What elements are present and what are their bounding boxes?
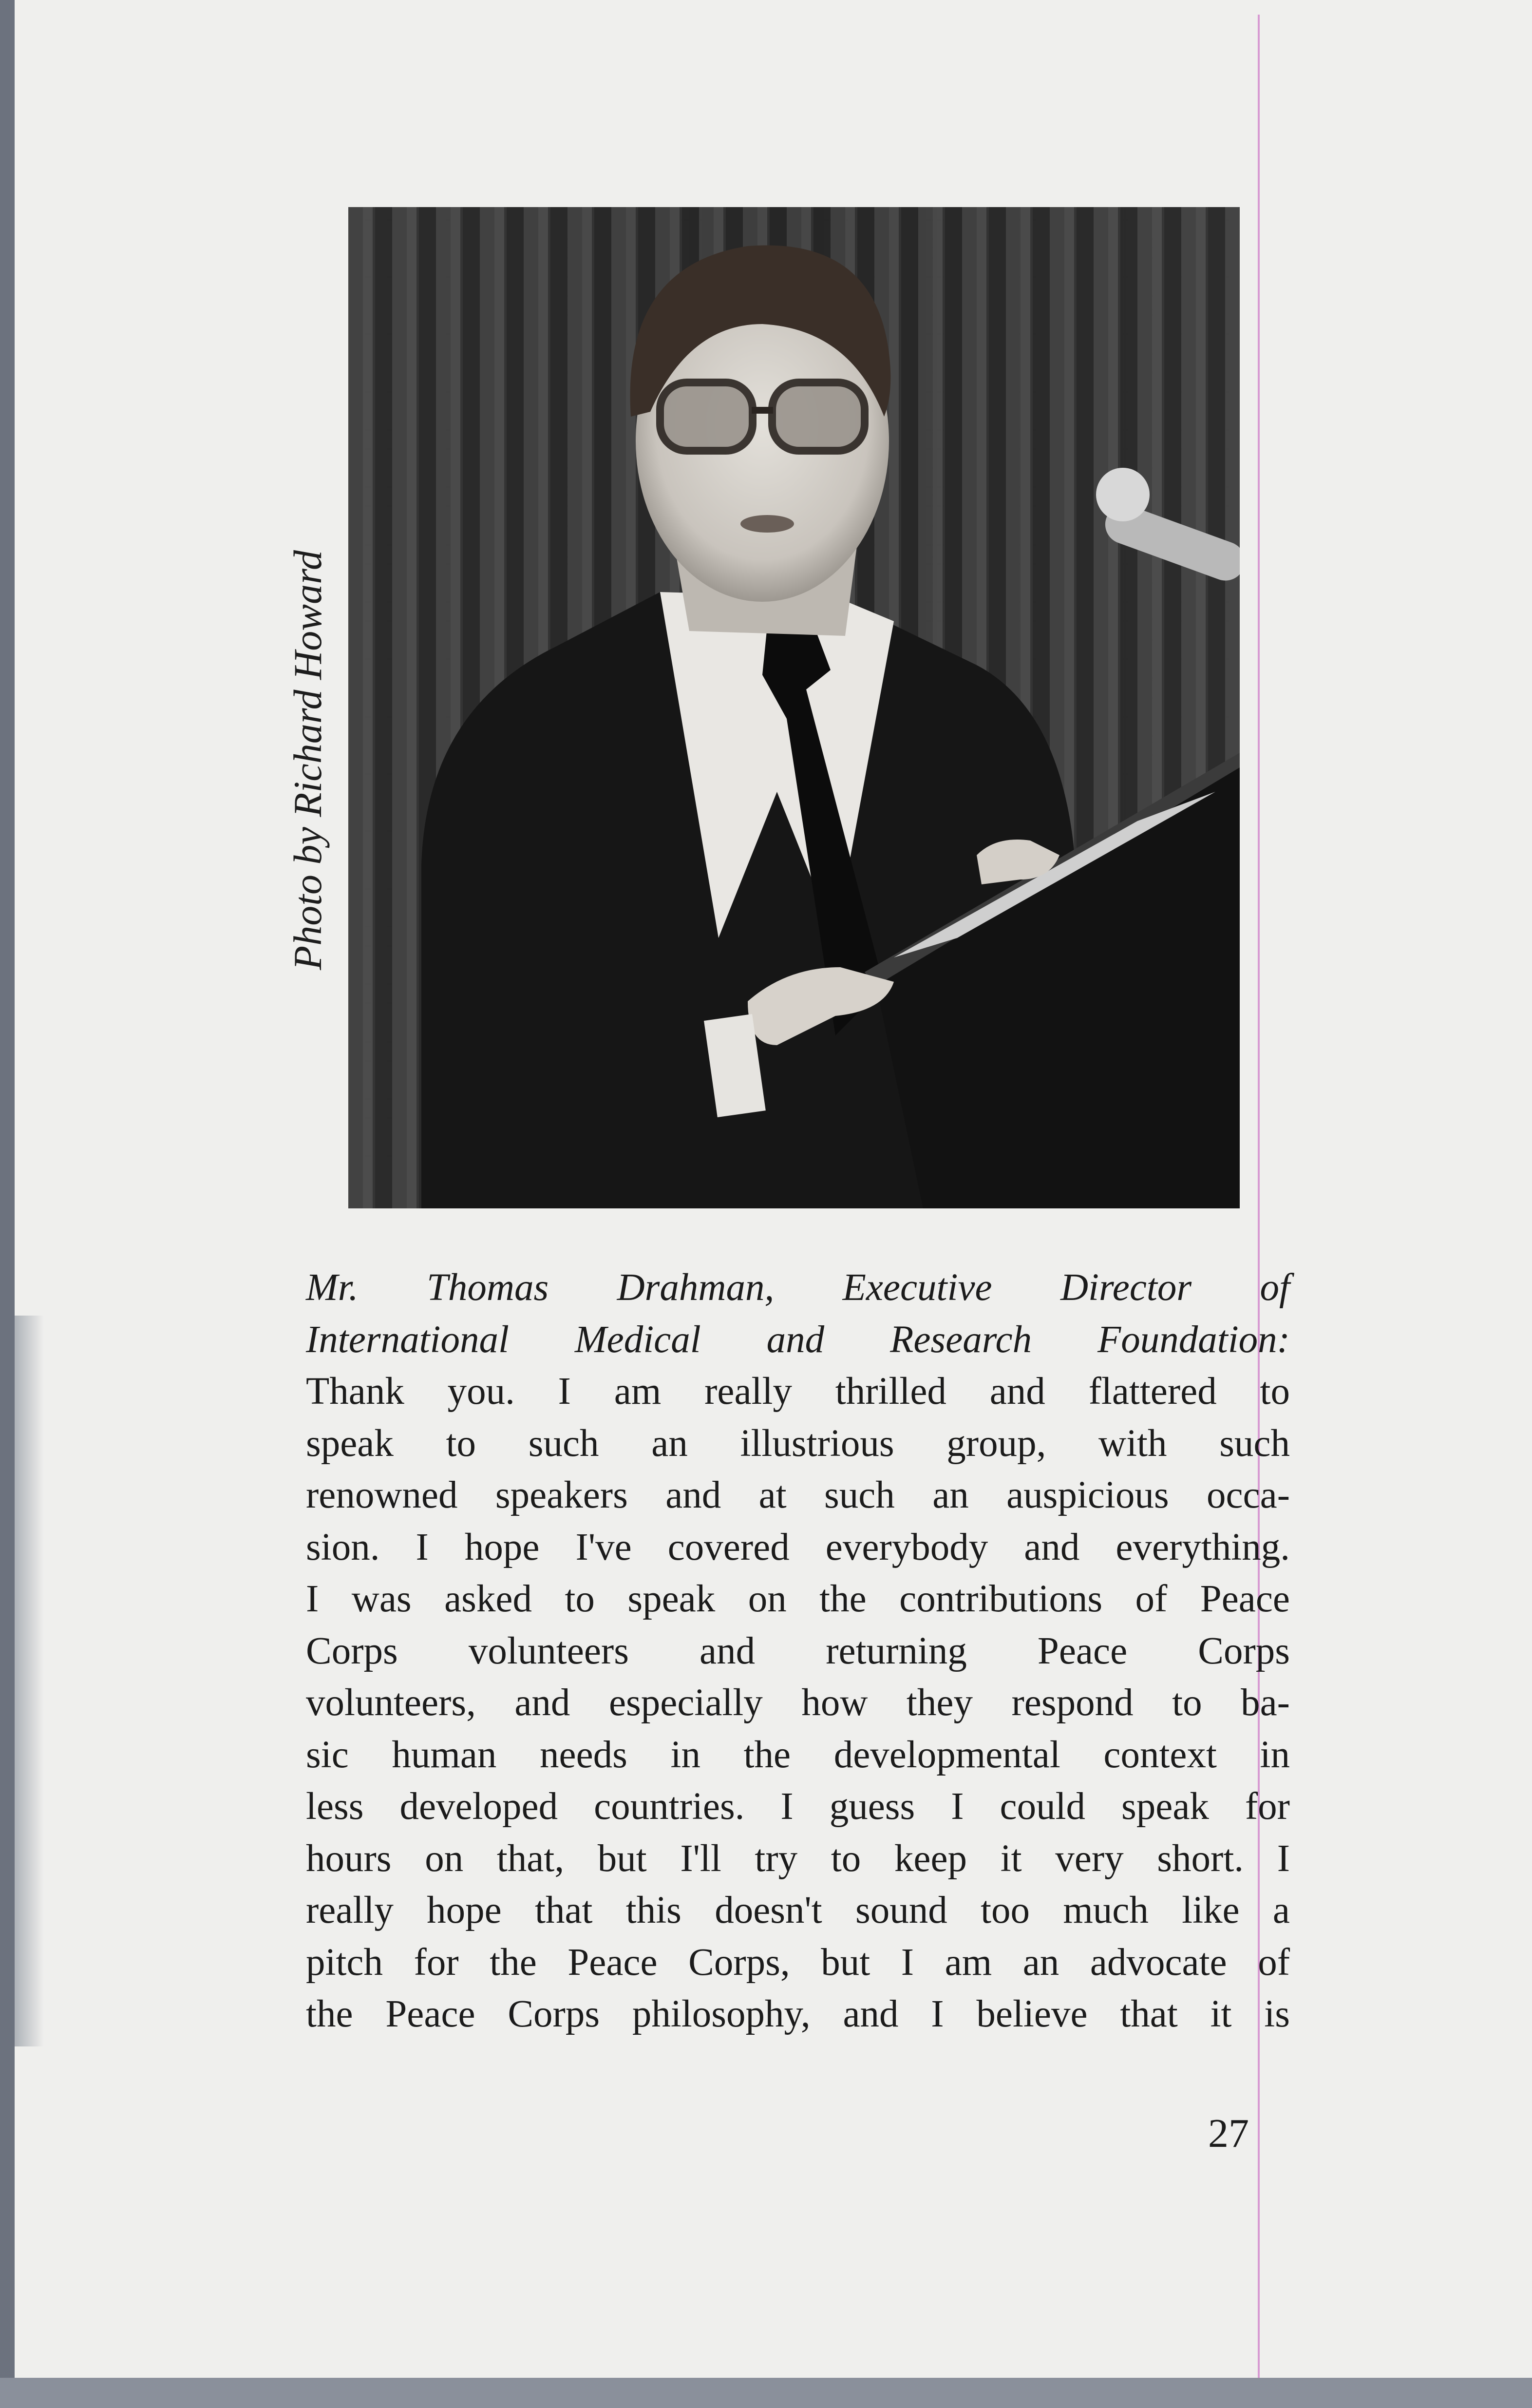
speech-line: volunteers, and especially how they respond to ba- (306, 1682, 1290, 1724)
page-number: 27 (1208, 2111, 1249, 2156)
speaker-photograph (348, 207, 1240, 1208)
speaker-affiliation-line: International Medical and Research Foundation: (306, 1318, 1290, 1361)
speech-line: the Peace Corps philosophy, and I believe that it is (306, 1993, 1290, 2035)
speech-line: sion. I hope I've covered everybody and everything. (306, 1526, 1290, 1568)
speech-line: pitch for the Peace Corps, but I am an advocate of (306, 1941, 1290, 1984)
speech-line: I was asked to speak on the contributions of Peace (306, 1578, 1290, 1620)
speech-line: speak to such an illustrious group, with such (306, 1422, 1290, 1465)
speaker-photo-drawing (348, 207, 1240, 1208)
speech-line: renowned speakers and at such an auspicious occa- (306, 1474, 1290, 1516)
scan-border-bottom (0, 2378, 1532, 2408)
speech-text (306, 1262, 1290, 2041)
speech-line: really hope that this doesn't sound too much like a (306, 1889, 1290, 1931)
speech-line: Thank you. I am really thrilled and flattered to (306, 1370, 1290, 1413)
photo-credit: Photo by Richard Howard (285, 550, 330, 970)
page-shadow (15, 1316, 44, 2046)
speech-line: hours on that, but I'll try to keep it very short. I (306, 1837, 1290, 1880)
scan-border-left (0, 0, 15, 2408)
speaker-name-line: Mr. Thomas Drahman, Executive Director of (306, 1266, 1290, 1309)
speech-line: less developed countries. I guess I could speak for (306, 1785, 1290, 1828)
speech-line: sic human needs in the developmental context in (306, 1733, 1290, 1776)
speech-line: Corps volunteers and returning Peace Corps (306, 1629, 1290, 1672)
